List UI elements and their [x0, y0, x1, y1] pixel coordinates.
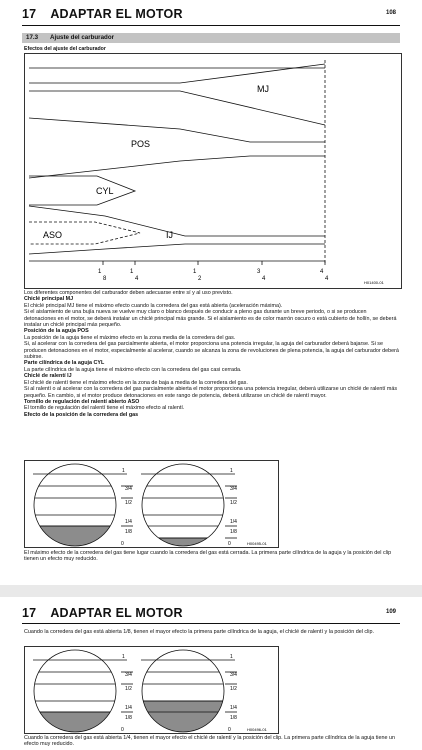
label-aso: ASO — [43, 230, 63, 240]
figure2-note: El máximo efecto de la corredera del gas tiene lugar cuando la corredera del gas está cerrada. La primera parte cilíndrica de la aguja y la posición del clip tienen un efecto muy reducido. — [24, 550, 392, 563]
fig3-left-label-1-2: 1/2 — [125, 686, 132, 692]
fig2-left-label-3-4: 3/4 — [125, 486, 132, 492]
fig3-right-label-3-4: 3/4 — [230, 672, 237, 678]
tick-3-4-den: 4 — [262, 276, 266, 282]
page2-para2: Cuando la corredera del gas está abierta 1/4, tienen el mayor efecto el chiclé de ralentí y la posición del clip. La primera parte cilíndrica de la aguja tiene un efecto muy reducido. — [24, 735, 395, 748]
throttle-slide-diagram — [25, 461, 278, 547]
fig3-right-label-0: 0 — [228, 727, 231, 733]
intro-text: Los diferentes componentes del carburador deben adecuarse entre sí y al uso previsto. — [24, 290, 233, 296]
fig3-left-label-1: 1 — [122, 654, 125, 660]
fig2-right-label-3-4: 3/4 — [230, 486, 237, 492]
carburetor-text-block — [24, 290, 400, 418]
heading-needle-position: Posición de la aguja POS — [24, 328, 89, 335]
fig2-left-label-1-4: 1/4 — [125, 519, 132, 525]
figure2-code: H00495-01 — [247, 541, 267, 546]
tick-3-4-num: 3 — [257, 269, 261, 275]
heading-idle-jet: Chiclé de ralentí IJ — [24, 373, 72, 380]
section-number: 17.3 — [26, 34, 39, 41]
fig3-left-label-0: 0 — [121, 727, 124, 733]
carburetor-effects-figure — [24, 53, 402, 289]
chapter-number-2: 17 — [22, 606, 37, 620]
pos-band-top — [29, 118, 325, 142]
heading-idle-screw: Tornillo de regulación del ralentí abierto ASO — [24, 398, 140, 405]
fig2-right-label-1-2: 1/2 — [230, 500, 237, 506]
chapter-title-2: ADAPTAR EL MOTOR — [50, 606, 183, 620]
main-jet-text-2: Si el aislamiento de una bujía nueva se vuelve muy claro o blanco después de conducir a pleno gas durante un breve periodo, o si se producen detonaciones en el motor, se deberá instalar un chiclé principal más grande. Si el aislamiento es de color marrón oscuro o está cubierto de hollín, se deberá instalar un chiclé principal más pequeño. — [24, 309, 397, 329]
mj-band-bottom — [29, 91, 325, 125]
idle-screw-text: El tornillo de regulación del ralentí tiene el máximo efecto al ralentí. — [24, 405, 185, 412]
tick-1-2-den: 2 — [198, 276, 202, 282]
page-number: 108 — [385, 10, 396, 16]
header-rule-2 — [22, 623, 400, 624]
throttle-bore-right — [142, 464, 224, 546]
figure3-code: H00496-01 — [247, 727, 267, 732]
label-pos: POS — [131, 139, 151, 149]
label-cyl: CYL — [96, 186, 114, 196]
tick-1-2-num: 1 — [193, 269, 197, 275]
chapter-header — [22, 7, 183, 21]
throttle-slide-diagram-2 — [25, 647, 278, 733]
fig2-right-label-0: 0 — [228, 541, 231, 547]
fig2-left-label-1: 1 — [122, 468, 125, 474]
label-mj: MJ — [257, 84, 269, 94]
throttle-slide-shading-right-2 — [133, 701, 243, 733]
fig3-right-label-1: 1 — [230, 654, 233, 660]
label-ij: IJ — [166, 230, 174, 240]
chapter-title: ADAPTAR EL MOTOR — [50, 7, 183, 21]
idle-jet-text-1: El chiclé de ralentí tiene el máximo efecto en la zona de baja a media de la corredera del gas. — [24, 379, 248, 386]
fig2-left-label-0: 0 — [121, 541, 124, 547]
tick-1-4-num: 1 — [130, 269, 134, 275]
fig2-left-label-1-8: 1/8 — [125, 529, 132, 535]
tick-1-8-den: 8 — [103, 276, 107, 282]
fig2-right-label-1-4: 1/4 — [230, 519, 237, 525]
throttle-position-figure-2 — [24, 646, 279, 734]
fig2-right-label-1-8: 1/8 — [230, 529, 237, 535]
figure2-caption: Efecto de la posición de la corredera del gas — [24, 411, 139, 418]
carburetor-effects-diagram — [25, 54, 401, 288]
figure1-code: H01400-01 — [364, 280, 384, 285]
section-heading-bar — [22, 33, 400, 43]
heading-needle-cylinder: Parte cilíndrica de la aguja CYL — [24, 360, 105, 367]
fig2-left-label-1-2: 1/2 — [125, 500, 132, 506]
fig2-right-label-1: 1 — [230, 468, 233, 474]
pos-band-bottom — [29, 156, 325, 178]
section-title: Ajuste del carburador — [50, 34, 115, 41]
idle-jet-text-2: Si al ralentí o al acelerar con la corredera del gas parcialmente abierta el motor proporciona una potencia irregular, deberá utilizarse un chiclé de ralentí más pequeño. En cambio, si el motor produce detonaciones en este rango de potencia, deberá utilizarse un chiclé de ralentí mayor. — [24, 386, 398, 399]
fig3-right-label-1-4: 1/4 — [230, 705, 237, 711]
mj-band-top — [29, 64, 325, 83]
tick-1-8-num: 1 — [98, 269, 102, 275]
needle-cylinder-text: La parte cilíndrica de la aguja tiene el máximo efecto con la corredera del gas casi cerrada. — [24, 366, 242, 373]
page-number-2: 109 — [385, 609, 396, 615]
chapter-number: 17 — [22, 7, 37, 21]
tick-4-4-num: 4 — [320, 269, 324, 275]
fig3-left-label-1-8: 1/8 — [125, 715, 132, 721]
fig3-right-label-1-2: 1/2 — [230, 686, 237, 692]
cyl-band — [29, 176, 135, 205]
header-rule — [22, 25, 400, 26]
ij-band-bottom — [29, 244, 325, 254]
main-jet-text-1: El chiclé principal MJ tiene el máximo efecto cuando la corredera del gas está abierta (aceleración máxima). — [24, 302, 283, 309]
needle-position-text-2: Si, al acelerar con la corredera del gas parcialmente abierta, el motor proporciona una potencia irregular, la aguja del carburador deberá bajarse. Si se producen detonaciones en el motor, especialmente al acelerar, cuando se alcanza la zona de revoluciones de plena potencia, la aguja del carburador deberá subirse. — [24, 341, 399, 361]
tick-4-4-den: 4 — [325, 276, 329, 282]
fig3-right-label-1-8: 1/8 — [230, 715, 237, 721]
needle-position-text-1: La posición de la aguja tiene el máximo efecto en la zona media de la corredera del gas. — [24, 334, 236, 341]
fig3-left-label-3-4: 3/4 — [125, 672, 132, 678]
manual-page-109 — [0, 597, 422, 750]
ij-band-top — [29, 206, 325, 236]
tick-1-4-den: 4 — [135, 276, 139, 282]
figure1-caption: Efectos del ajuste del carburador — [24, 46, 106, 52]
page2-para1: Cuando la corredera del gas está abierta 1/8, tienen el mayor efecto la primera parte cilíndrica de la aguja, el chiclé de ralentí y la posición del clip. — [24, 629, 374, 635]
chapter-header-2 — [22, 606, 183, 620]
throttle-position-figure — [24, 460, 279, 548]
fig3-left-label-1-4: 1/4 — [125, 705, 132, 711]
heading-main-jet: Chiclé principal MJ — [24, 296, 74, 303]
